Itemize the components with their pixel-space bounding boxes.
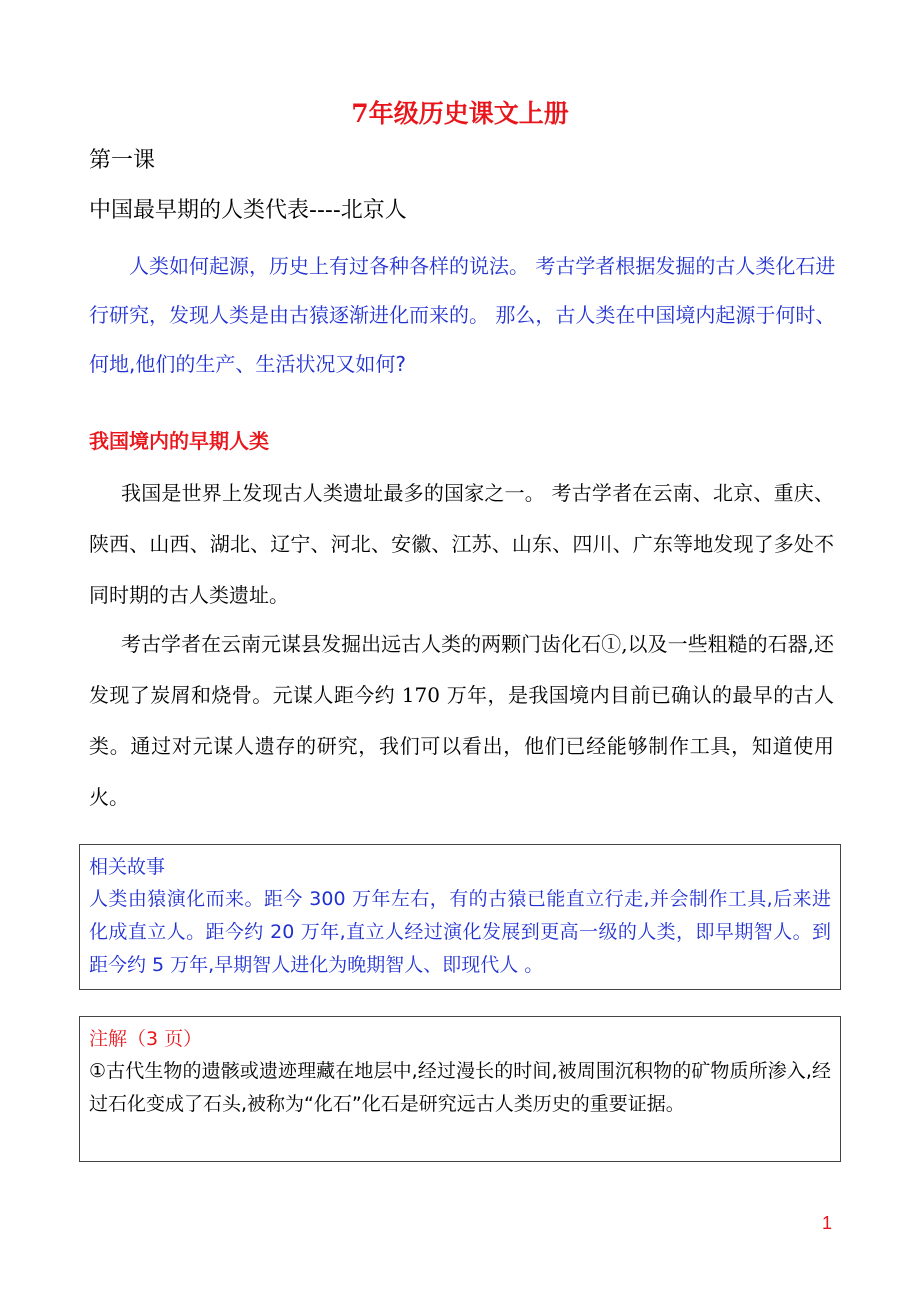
intro-paragraph: 人类如何起源，历史上有过各种各样的说法。 考古学者根据发掘的古人类化石进行研究，发现人类是由古猿逐渐进化而来的。 那么，古人类在中国境内起源于何时、何地,他们的生产、生活状况又如何? [89, 254, 836, 376]
related-story-text: 人类由猿演化而来。距今 300 万年左右，有的古猿已能直立行走,并会制作工具,后来进化成直立人。距今约 20 万年,直立人经过演化发展到更高一级的人类，即早期智人。到距今约 5 万年,早期智人进化为晚期智人、即现代人 。 [89, 888, 831, 976]
section-heading: 我国境内的早期人类 [89, 429, 269, 453]
page-number: 1 [821, 1213, 832, 1233]
annotation-box [79, 1016, 841, 1162]
annotation-heading: 注解（3 页） [89, 1028, 203, 1050]
lesson-title: 中国最早期的人类代表----北京人 [89, 198, 407, 223]
lesson-number: 第一课 [89, 148, 156, 173]
related-story-heading: 相关故事 [89, 856, 166, 878]
related-story-box [79, 844, 841, 990]
body-paragraph-2: 考古学者在云南元谋县发掘出远古人类的两颗门齿化石①,以及一些粗糙的石器,还发现了炭屑和烧骨。元谋人距今约 170 万年，是我国境内目前已确认的最早的古人类。通过对元谋人遗存的研究，我们可以看出，他们已经能够制作工具，知道使用火。 [89, 632, 834, 809]
annotation-text: ①古代生物的遗骸或遗迹理藏在地层中,经过漫长的时间,被周围沉积物的矿物质所渗入,经过石化变成了石头,被称为“化石”化石是研究远古人类历史的重要证据。 [89, 1060, 831, 1115]
document-title: 7年级历史课文上册 [351, 99, 569, 128]
body-paragraph-1: 我国是世界上发现古人类遗址最多的国家之一。 考古学者在云南、北京、重庆、陕西、山西、湖北、辽宁、河北、安徽、江苏、山东、四川、广东等地发现了多处不同时期的古人类遗址。 [89, 481, 834, 607]
